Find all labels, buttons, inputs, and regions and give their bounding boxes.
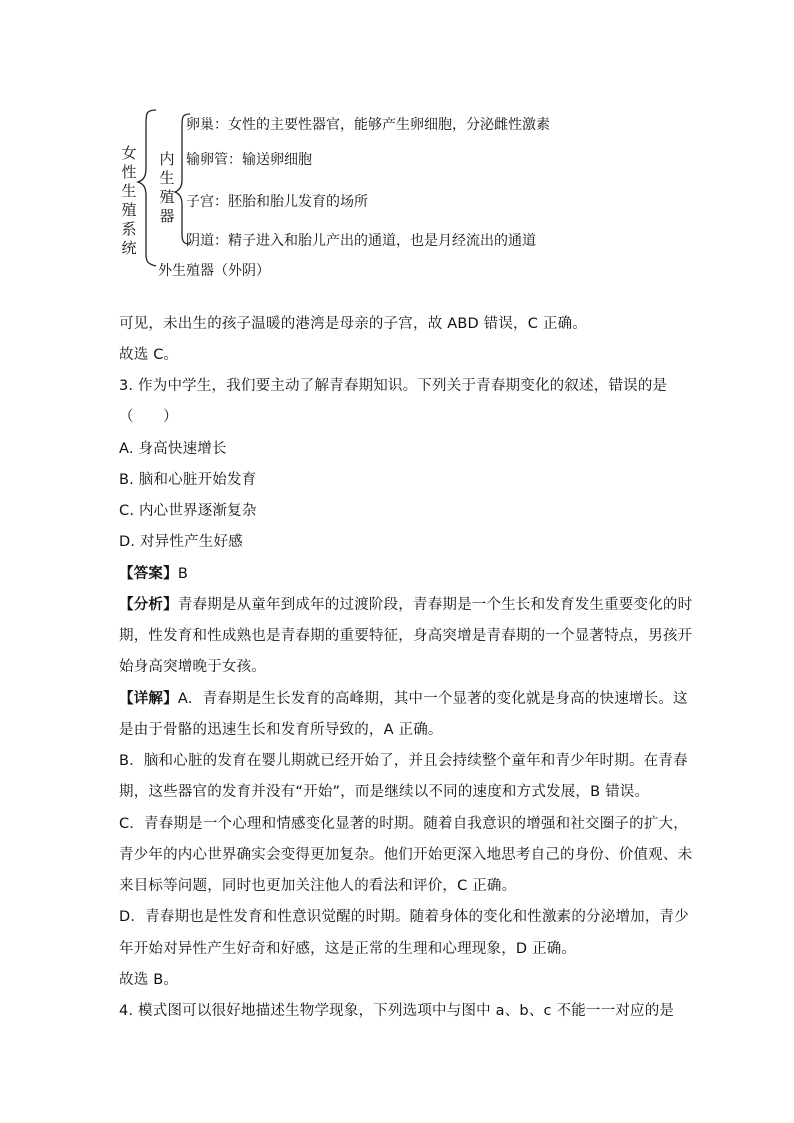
q2-conclusion: 可见，未出生的孩子温暖的港湾是母亲的子宫，故 ABD 错误，C 正确。 [119,316,587,332]
system-label: 女性生殖系统 [121,144,137,257]
q3-detail-line-1 [119,687,688,708]
q3-detail-c-1: C．青春期是一个心理和情感变化显著的时期。随着自我意识的增强和社交圈子的扩大， [119,816,688,832]
vagina-text: 阴道：精子进入和胎儿产出的通道，也是月经流出的通道 [186,233,536,249]
answer-tag: 【答案】 [119,566,178,582]
q3-analysis-line-1 [119,593,692,614]
q3-choice: 故选 B。 [119,972,179,988]
q3-detail-b-1: B．脑和心脏的发育在婴儿期就已经开始了，并且会持续整个童年和青少年时期。在青春 [119,753,688,769]
oviduct-text: 输卵管：输送卵细胞 [186,152,312,168]
q3-answer [119,562,188,583]
uterus-text: 子宫：胚胎和胎儿发育的场所 [186,194,368,210]
q4-stem: 4. 模式图可以很好地描述生物学现象，下列选项中与图中 a、b、c 不能一一对应的是 [119,1003,675,1019]
q3-detail-d-1: D．青春期也是性发育和性意识觉醒的时期。随着身体的变化和性激素的分泌增加，青少 [119,909,689,925]
q2-choice: 故选 C。 [119,347,179,363]
detail-tag: 【详解】 [119,691,178,707]
q3-detail-c-3: 来目标等问题，同时也更加关注他人的看法和评价，C 正确。 [119,878,517,894]
ovary-text: 卵巢：女性的主要性器官，能够产生卵细胞，分泌雌性激素 [186,117,550,133]
q3-blank: （ ） [119,409,178,425]
q3-option-c: C. 内心世界逐渐复杂 [119,503,257,519]
outer-brace [138,110,156,266]
q3-analysis-line-3: 始身高突增晚于女孩。 [119,659,266,675]
detail-a-text-1: A．青春期是生长发育的高峰期，其中一个显著的变化就是身高的快速增长。这 [177,691,688,707]
internal-organs-label: 内生殖器 [159,150,175,225]
analysis-tag: 【分析】 [119,597,178,613]
analysis-text-1: 青春期是从童年到成年的过渡阶段，青春期是一个生长和发育发生重要变化的时 [177,597,693,613]
q3-stem: 3. 作为中学生，我们要主动了解青春期知识。下列关于青春期变化的叙述，错误的是 [119,378,668,394]
q3-detail-b-2: 期，这些器官的发育并没有“开始”，而是继续以不同的速度和方式发展，B 错误。 [119,784,650,800]
reproductive-system-diagram [118,104,598,284]
q3-detail-a-2: 是由于骨骼的迅速生长和发育所导致的，A 正确。 [119,722,443,738]
q3-analysis-line-2: 期，性发育和性成熟也是青春期的重要特征，身高突增是青春期的一个显著特点，男孩开 [119,628,693,644]
q3-option-d: D. 对异性产生好感 [119,534,243,550]
q3-detail-c-2: 青少年的内心世界确实会变得更加复杂。他们开始更深入地思考自己的身份、价值观、未 [119,847,693,863]
answer-value: B [177,566,188,582]
q3-option-a: A. 身高快速增长 [119,441,227,457]
external-organs-text: 外生殖器（外阴） [158,263,270,279]
q3-detail-d-2: 年开始对异性产生好奇和好感，这是正常的生理和心理现象，D 正确。 [119,941,577,957]
q3-option-b: B. 脑和心脏开始发育 [119,472,257,488]
